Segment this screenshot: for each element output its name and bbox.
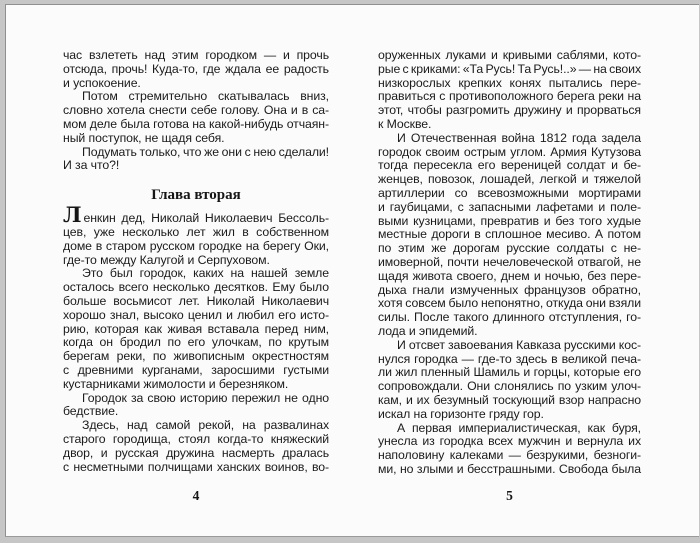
text-line: лода и эпидемий. [378,323,478,338]
text-line: цев, уже несколько лет жил в собственном [63,224,329,239]
text-line: И за что?! [63,158,120,173]
text-line: по этим же дорогам русские солдаты с не- [378,241,641,256]
text-line: Потом стремительно скатывалась вниз, [82,89,329,104]
text-line: словно хотела снести себе голову. Она и в са- [63,103,329,118]
text-line: рые с криками: «Та Русь! Та Русь!..» — на своих [378,61,641,76]
text-line: к Москве. [378,116,432,131]
text-line: сопровождали. Они слонялись по узким улоч- [378,379,641,394]
text-line: хорошо знал, высоко ценил и любил его исто- [63,307,329,322]
book-spread [5,4,699,537]
text-line: с несметными полчищами ханских воинов, во- [63,459,329,474]
paragraph [63,267,329,391]
text-line: ми, но злыми и бесстрашными. Свобода была [378,461,641,476]
paragraph [378,49,641,132]
text-line: силы. После такого длинного отступления, го- [378,310,641,325]
text-line: оруженных луками и кривыми саблями, кото- [378,48,641,62]
page-text-right [378,49,641,477]
text-line: И Отечественная война 1812 года задела [397,130,641,145]
text-line: тогда пересекла его вереницей солдат и бе- [378,158,641,173]
text-line: местные дороги в сплошное месиво. А потом [378,227,641,242]
text-line: этот, чтобы разгромить дружину и прорваться [378,103,641,118]
text-line: Городок за свою историю пережил не одно [82,390,329,405]
text-line: больше восьмисот лет. Николай Николаевич [63,293,329,308]
paragraph [63,49,329,90]
paragraph [63,419,329,474]
paragraph [63,146,329,174]
text-line: женцев, повозок, лошадей, легкой и тяжелой [378,172,641,187]
chapter-heading: Глава вторая [151,187,241,204]
paragraph [378,339,641,422]
paragraph [63,392,329,420]
text-line: и гаубицами, с запасными лафетами и поле- [378,199,641,214]
paragraph [63,202,329,267]
text-line: правиться с противоположного берега реки на [378,89,641,104]
text-line: и успокоение. [63,75,141,90]
text-line: щадя живота своего, днем и ночью, без пере- [378,268,641,283]
text-line: дыха гнали измученных французов обратно, [378,282,641,297]
text-line: ли жил пленный Шамиль и горцы, которые его [378,365,641,380]
text-line: час взлететь над этим городком — и прочь [63,48,329,62]
text-line: низкорослых крепких конях пытались пере- [378,75,641,90]
text-line: хотя совсем было непонятно, откуда они взяли [378,296,641,311]
text-line: доме в старом русском городке на берегу Оки, [63,238,329,253]
drop-cap: Л [63,202,82,228]
text-line: кам, и их безумный тоскующий взор напрасно [378,392,641,407]
text-line: И отсвет завоевания Кавказа русскими кос- [397,337,641,352]
text-line: искал на горизонте гряду гор. [378,406,544,421]
paragraph [378,422,641,477]
text-line: А первая империалистическая, как буря, [397,420,641,435]
text-line: выми кузницами, превратив и без того худые [378,213,641,228]
text-line: отсюда, прочь! Куда-то, где ждала ее радость [63,61,329,76]
text-line: нулся городка — где-то здесь в великой печа- [378,351,641,366]
text-line: Это был городок, каких на нашей земле [82,266,329,281]
text-line: двор, и русская дружина насмерть дралась [63,445,329,460]
text-line: мом деле была готова на какой-нибудь отчаян- [63,116,329,131]
text-line: осталось всего несколько десятков. Ему было [63,280,329,295]
text-line: рию, которая как живая вставала перед ним, [63,321,329,336]
page-text-left [63,49,329,474]
text-line: где-то между Калугой и Серпуховом. [63,252,270,267]
text-line: городок своим острым углом. Армия Кутузова [378,144,641,159]
paragraph [378,132,641,339]
paragraph [63,90,329,145]
text-line: когда он бродил по его улочкам, по крутым [63,335,329,350]
text-line: наполовину калеками — безрукими, безноги- [378,448,641,463]
text-line: берегам реки, по живописным окрестностям [63,349,329,364]
text-line: ный поступок, не щадя себя. [63,130,225,145]
text-line: кустарниками жимолости и березняком. [63,376,289,391]
text-line: с древними курганами, заросшими густыми [63,362,329,377]
page-number-right: 5 [506,488,513,503]
text-line: Ленкин дед, Николай Николаевич Бессоль- [63,202,329,228]
text-line: бедствие. [63,404,119,419]
text-line: Подумать только, что же они с нею сделали! [82,144,329,159]
text-line: артиллерии со всевозможными мортирами [378,185,641,200]
page-number-left: 4 [192,488,200,503]
text-line: старого городища, стоял когда-то княжеский [63,431,329,446]
text-line: унесла из городка всех мужчин и вернула их [378,434,641,449]
text-line: имоверной, почти нечеловеческой отвагой, не [378,254,641,269]
text-line: Здесь, над самой рекой, на развалинах [82,418,329,433]
